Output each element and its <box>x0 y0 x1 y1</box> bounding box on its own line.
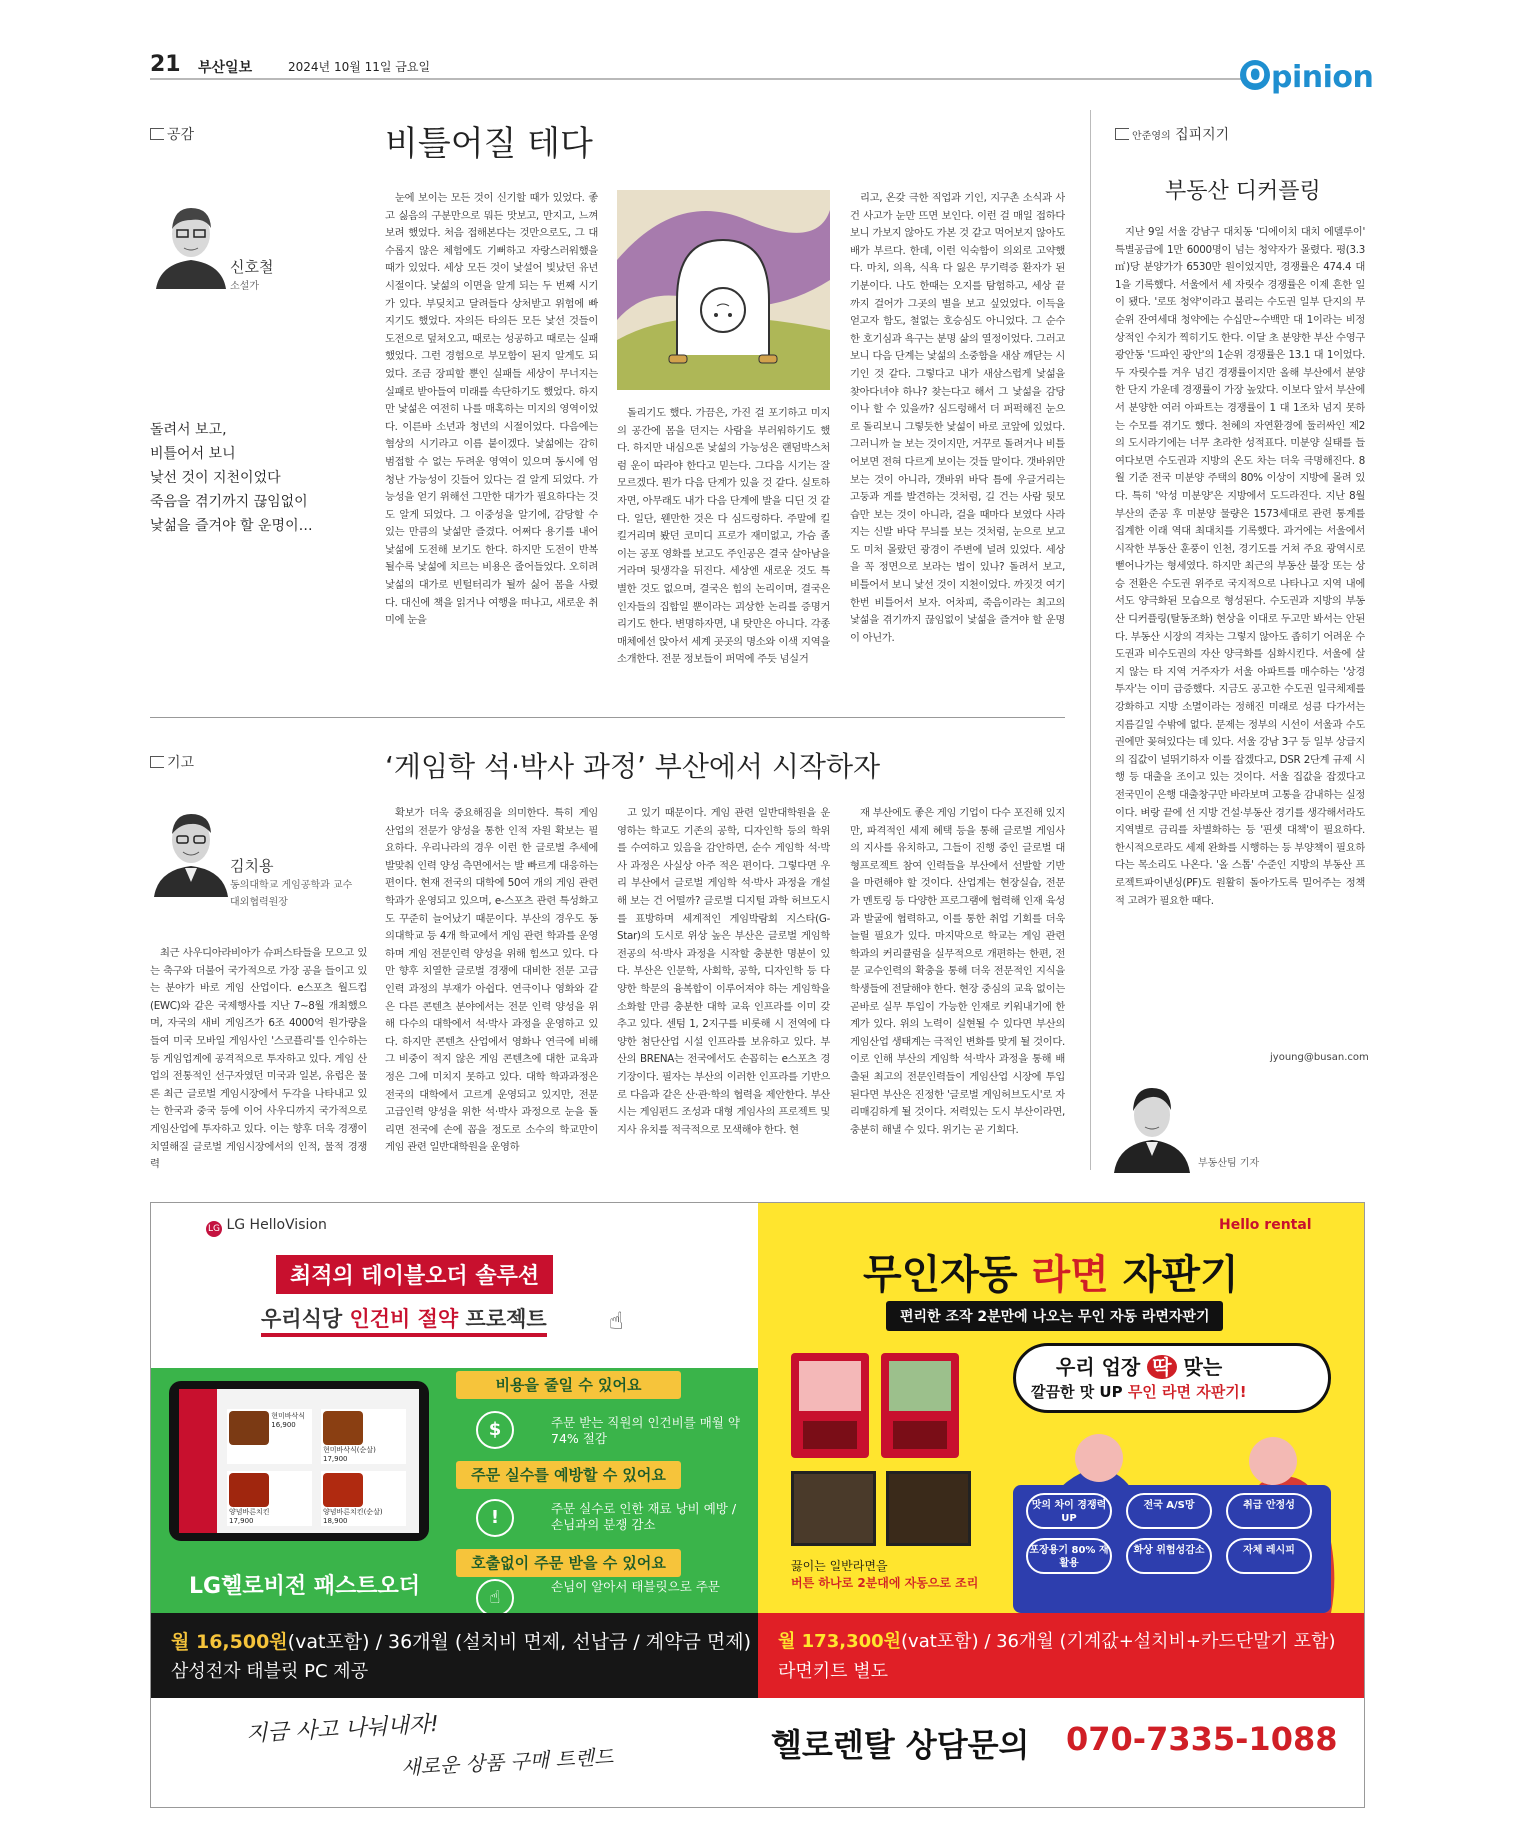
column-author-title: 부동산팀 기자 <box>1198 1158 1260 1169</box>
feature-desc-cost: 주문 받는 직원의 인건비를 매월 약 74% 절감 <box>551 1415 740 1446</box>
badge-recycle: 포장용기 80% 재활용 <box>1026 1538 1112 1574</box>
bubble-line2: 깔끔한 맛 UP 무인 라면 자판기! <box>1031 1383 1247 1401</box>
opinion-section-logo <box>1240 60 1373 95</box>
article2-column-1: 확보가 더욱 중요해짐을 의미한다. 특히 게임 산업의 전문가 양성을 통한 인적 자원 확보는 필요하다. 우리나라의 경우 이런 한 글로벌 추세에 발맞춰 인력 양성 측면에서는 발 빠르게 대응하는 편이다. 현재 전국의 대학에 50여 개의 게임 관련 학과가 운영되고 있으며, e-스포츠 관련 특성화고도 꾸준히 늘어났기 때문이다. 부산의 경우도 동의대학교 등 4개 학교에서 게임 관련 학과를 운영하며 게임 전문인력 양성을 위해 힘쓰고 있다. 다만 향후 치열한 글로벌 경쟁에 대비한 전문 고급인력 과정의 부재가 아쉽다. 연극이나 영화와 같은 다른 콘텐츠 분야에서는 전문 인력 양성을 위해 다수의 대학에서 석·박사 과정을 운영하고 있다. 하지만 콘텐츠 산업에서 영화나 연극에 비해 그 비중이 적지 않은 게임 콘텐츠에 대한 교육과정은 그에 미치지 못하고 있다. 대학 학과과정은 전국의 대학에서 고르게 운영되고 있지만, 전문 고급인력 양성을 위한 석·박사 과정으로 눈을 돌리면 전국에 손에 꼽을 정도로 소수의 학교만이 게임 관련 일반대학원을 운영하 <box>385 807 598 1154</box>
right-price-line2: 라면키트 별도 <box>778 1661 889 1682</box>
lg-hellovision-logo: LG LG HelloVision <box>206 1217 327 1237</box>
ad-left-title: 최적의 테이블오더 솔루션 <box>276 1255 553 1294</box>
ad-left-subtitle: 우리식당 인건비 절약 프로젝트 <box>261 1303 547 1337</box>
left-price-line2: 삼성전자 태블릿 PC 제공 <box>171 1661 369 1682</box>
right-price: 월 173,300원(vat포함) / 36개월 (기계값+설치비+카드단말기 포함) <box>778 1631 1336 1652</box>
handwriting-line1: 지금 사고 나눠내자! <box>245 1711 440 1748</box>
article1-author-title: 소설가 <box>230 281 259 292</box>
feature-desc-mistake: 주문 실수로 인한 재료 낭비 예방 / 손님과의 분쟁 감소 <box>551 1501 737 1532</box>
article1-author-name: 신호철 <box>230 258 274 276</box>
tablet-screen <box>179 1389 419 1533</box>
ramen-bowl-image <box>791 1471 876 1546</box>
ad-price-bar <box>151 1613 1365 1698</box>
warning-icon: ! <box>476 1499 514 1537</box>
section-tag-contribution: 기고 <box>150 752 194 772</box>
masthead-rule <box>150 78 1245 80</box>
lg-logo-icon: LG <box>206 1221 222 1237</box>
article1-column-2: 돌리기도 했다. 가끔은, 가진 걸 포기하고 미지의 공간에 몸을 던지는 사람을 부러워하기도 했다. 하지만 내심으론 낯섦의 가능성은 랜덤박스처럼 운이 따라야 한다고 믿는다. 그다음 시기는 잘 모르겠다. 뭔가 다음 단계가 있을 것 같다. 실토하자면, 아무래도 내가 다음 단계에 발을 디딘 것 같다. 일단, 웬만한 것은 다 심드렁하다. 주말에 킬킬거리며 봤던 코미디 프로가 재미없고, 가슴 졸이는 공포 영화를 보고도 주인공은 결국 살아남을 거라며 뒷생각을 뒤진다. 세상엔 새로운 것도 특별한 것도 없으며, 결국은 힘의 논리이며, 결국은 인자들의 집합일 뿐이라는 괴상한 논리를 증명거리기도 한다. 변명하자면, 내 탓만은 아니다. 각종 매체에선 앉아서 세계 곳곳의 명소와 이색 지역을 소개한다. 전문 정보들이 퍼먹에 주듯 넘실거 <box>617 407 830 666</box>
badge-safety: 취급 안정성 <box>1226 1493 1312 1529</box>
author-photo-shin <box>150 194 232 289</box>
book-icon <box>150 756 164 768</box>
column-headline: 부동산 디커플링 <box>1165 179 1321 204</box>
article-divider <box>150 717 1065 718</box>
column-email: jyoung@busan.com <box>1270 1052 1369 1063</box>
badge-burn: 화상 위험성감소 <box>1126 1538 1212 1574</box>
feature-title-call: 호출없이 주문 받을 수 있어요 <box>456 1549 681 1577</box>
chicken-image <box>229 1473 269 1507</box>
article2-headline: ‘게임학 석·박사 과정’ 부산에서 시작하자 <box>385 750 881 783</box>
opinion-logo-text: pinion <box>1271 60 1374 95</box>
book-icon <box>150 128 164 140</box>
article2-column-0: 최근 사우디아라비아가 슈퍼스타들을 모으고 있는 축구와 더불어 국가적으로 가장 공을 들이고 있는 분야가 바로 게임 산업이다. e스포츠 월드컵(EWC)와 같은 국제행사를 지난 7~8월 개최했으며, 자국의 새비 게임즈가 6조 4000억 원가량을 들여 미국 모바일 게임사인 '스코플리'를 인수하는 등 게임업계에 공격적으로 투자하고 있다. 게임 산업의 전통적인 선구자였던 미국과 일본, 유럽은 물론 최근 글로벌 게임시장에서 두각을 나타내고 있는 한국과 중국 등에 이어 사우디까지 국가적으로 게임산업에 투자하고 있다. 이는 향후 더욱 경쟁이 치열해질 글로벌 게임시장에서의 인적, 물적 경쟁력 <box>150 947 367 1171</box>
section-tag-empathy: 공감 <box>150 124 194 144</box>
tablet-sidebar <box>179 1389 217 1533</box>
author-photo-ahn <box>1112 1078 1192 1173</box>
handwriting-line2: 새로운 상품 구매 트렌드 <box>400 1744 614 1780</box>
advertisement <box>150 1202 1365 1808</box>
chicken-image <box>323 1411 363 1445</box>
menu-card: 양념바른치킨 17,900 <box>227 1471 312 1526</box>
author-portrait-icon <box>150 194 232 289</box>
pointing-hand-icon: ☝ <box>609 1307 624 1335</box>
author-portrait-icon <box>1112 1078 1192 1173</box>
bending-figure-illustration <box>617 190 830 390</box>
left-price: 월 16,500원(vat포함) / 36개월 (설치비 면제, 선납금 / 계약금 면제) <box>171 1631 751 1653</box>
article1-illustration <box>617 190 830 390</box>
book-icon <box>1115 128 1129 140</box>
feature-desc-call: 손님이 알아서 태블릿으로 주문 <box>551 1579 720 1594</box>
feature-title-mistake: 주문 실수를 예방할 수 있어요 <box>456 1461 681 1489</box>
money-saving-icon: $ <box>476 1411 514 1449</box>
contact-label: 헬로렌탈 상담문의 <box>771 1726 1030 1764</box>
section-tag-column: 안준영의 집피지기 <box>1115 124 1229 144</box>
ramen-bowl-image <box>886 1471 971 1546</box>
vending-machine-image <box>791 1353 869 1458</box>
feature-title-cost: 비용을 줄일 수 있어요 <box>456 1371 681 1399</box>
badge-as: 전국 A/S망 <box>1126 1493 1212 1529</box>
article2-column-3: 재 부산에도 좋은 게임 기업이 다수 포진해 있지만, 파격적인 세제 혜택 등을 통해 글로벌 게임사의 지사를 유치하고, 그들이 진행 중인 글로벌 대형프로젝트 참여 인력들을 부산에서 선발할 기반을 마련해야 할 것이다. 산업계는 현장실습, 전문가 멘토링 등 다양한 프로그램에 협력해 인재 육성과 발굴에 협력하고, 이를 통한 취업 기회를 더욱 늘릴 필요가 있다. 마지막으로 학교는 게임 관련 학과의 커리큘럼을 실무적으로 개편하는 한편, 전문 교수인력의 확충을 통해 더욱 전문적인 지식을 학생들에 전달해야 한다. 현장 중심의 교육 없이는 곧바로 실무 투입이 가능한 인재로 키워내기에 한계가 있다. 위의 노력이 실현될 수 있다면 부산의 게임산업 생태계는 극적인 변화를 맞게 될 것이다. 이로 인해 부산의 게임학 석·박사 과정을 통해 배출된 최고의 전문인력들이 게임산업 시장에 투입된다면 부산은 진정한 '글로벌 게임허브도시'로 자리매김하게 될 것이다. 저력있는 도시 부산이라면, 충분히 해낼 수 있다. 위기는 곧 기회다. <box>850 807 1065 1136</box>
menu-card: 양념바른치킨(순살) 18,900 <box>321 1471 406 1526</box>
vending-machine-image <box>881 1353 959 1458</box>
tablet-device <box>169 1381 429 1541</box>
menu-card: 현미바삭식(순살) 17,900 <box>321 1409 406 1464</box>
author-photo-kim <box>150 802 232 897</box>
ad-bottom <box>151 1698 1365 1808</box>
column-divider <box>1090 110 1091 1170</box>
article2-author-title: 동의대학교 게임공학과 교수 대외협력원장 <box>230 880 353 908</box>
product-name: LG헬로비전 패스트오더 <box>189 1574 421 1599</box>
ad-right-subtitle: 편리한 조작 2분만에 나오는 무인 자동 라면자판기 <box>886 1301 1223 1331</box>
opinion-logo-mark: O <box>1240 60 1270 90</box>
cooking-line1: 끓이는 일반라면을 <box>791 1559 888 1573</box>
cooking-line2: 버튼 하나로 2분대에 자동으로 조리 <box>791 1576 979 1590</box>
ad-price-right <box>758 1613 1365 1698</box>
menu-card: 현미바삭식 16,900 <box>227 1409 312 1464</box>
paper-name: 부산일보 <box>198 60 253 76</box>
article1-headline: 비틀어질 테다 <box>385 124 593 164</box>
ad-right-title: 무인자동 라면 자판기 <box>863 1252 1239 1298</box>
article1-pullquote: 돌려서 보고, 비틀어서 보니 낯선 것이 지천이었다 죽음을 겪기까지 끊임없이 낯섦을 즐겨야 할 운명이… <box>150 422 313 534</box>
hello-rental-logo: Hello rental <box>1219 1217 1312 1233</box>
tablet-touch-icon: ☝ <box>476 1579 514 1617</box>
article2-author-name: 김치용 <box>230 857 274 875</box>
badge-taste: 맛의 차이 경쟁력UP <box>1026 1493 1112 1529</box>
chicken-image <box>229 1411 269 1445</box>
page-number: 21 <box>150 52 181 77</box>
article1-column-1: 눈에 보이는 모든 것이 신기할 때가 있었다. 좋고 싫음의 구분만으로 뭐든 맛보고, 만지고, 느껴보려 했었다. 처음 접해본다는 것만으로도, 그 대수롭지 않은 체험에도 기뻐하고 자랑스러워했을 때가 있었다. 세상 모든 것이 낯설어 빛났던 유년 시절이다. 낯섦의 이면을 알게 되는 두 번째 시기가 있다. 부딪치고 달려들다 상처받고 위험에 빠지기도 했었다. 자의든 타의든 모든 낯선 것들이 도전으로 덮쳐오고, 때로는 성공하고 때로는 실패했었다. 그런 경험으로 부모함이 된지 알게도 되었다. 조금 장피할 뿐인 실패들 세상이 무너지는 실패로 받아들여 미래를 속단하기도 했었다. 하지만 낯섦은 여전히 나를 매혹하는 미지의 영역이었다. 이른바 소년과 청년의 시절이었다. 다음에는 혐상의 시기라고 이름 붙이겠다. 낯섦에는 감히 범접할 수 없는 두려운 영역이 있으며 동시에 엄청난 가능성이 깃들어 있다는 걸 알게 되었다. 가능성을 얻기 위해선 그만한 대가가 필요하다는 것도 알게 되었다. 그 이중성을 알기에, 감당할 수 있는 만큼의 낯섦만 즐겼다. 어쩌다 용기를 내어 낯섦에 도전해 보기도 한다. 하지만 도전이 반복될수록 낯섦에 치르는 비용은 줄어들었다. 오히려 낯섦의 대가로 빈털터리가 될까 싫어 몸을 사렸다. 대신에 책을 읽거나 여행을 떠나고, 새로운 취미에 눈을 <box>385 192 598 627</box>
chicken-image <box>323 1473 363 1507</box>
contact-phone: 070-7335-1088 <box>1066 1720 1338 1758</box>
paper-date: 2024년 10월 11일 금요일 <box>288 60 431 74</box>
bubble-line1: 우리 업장 딱 맞는 <box>1056 1355 1223 1379</box>
author-portrait-icon <box>150 802 232 897</box>
article1-column-3: 리고, 온갖 극한 직업과 기인, 지구촌 소식과 사건 사고가 눈만 뜨면 보인다. 이런 걸 매일 접하다 보니 가보지 않아도 가본 것 같고 먹어보지 않아도 배가 부르다. 한데, 이런 익숙함이 의외로 고약했다. 마치, 의욕, 식욕 다 잃은 무기력증 환자가 된 기분이다. 나도 한때는 오지를 탐험하고, 세상 끝까지 걸어가 그곳의 별을 보고 싶었었다. 이득을 얻고자 함도, 철없는 호승심도 아니었다. 그 순수한 호기심과 욕구는 분명 삶의 열정이었다. 그러고 보니 다음 단계는 낯섦의 소중함을 새삼 깨닫는 시기인 것 같다. 그렇다고 내가 새삼스럽게 낯섦을 찾아다녀야 하나? 찾는다고 해서 그 낯섦을 감당이나 할 수 있을까? 심드렁해서 더 퍼퍽해진 눈으로 돌리보니 그렇듯한 낯섦이 바로 코앞에 있었다. 그러니까 늘 보는 것이지만, 거꾸로 돌려거나 비틀어보면 전혀 다르게 보이는 것들 말이다. 갯바위만 보는 것이 아니라, 갯바위 바닥 틈에 우글거리는 고둥과 게를 발견하는 것처럼, 길 건는 사람 뒷모습만 보는 것이 아니라, 걸을 때마다 보였다 사라지는 신발 바닥 무늬를 보는 것처럼, 눈으로 보고도 미처 몰랐던 광경이 주변에 널려 있었다. 세상을 꼭 정면으로 보라는 법이 있나? 돌려서 보고, 비틀어서 보니 낯선 것이 지천이었다. 까짓것 여기 한번 비틀어서 보자. 어차피, 죽음이라는 최고의 낯섦을 겪기까지 끊임없이 낯섦을 즐겨야 할 운명이 아닌가. <box>850 192 1065 644</box>
article2-column-2: 고 있기 때문이다. 게임 관련 일반대학원을 운영하는 학교도 기존의 공학, 디자인학 등의 학위를 수여하고 있음을 감안하면, 순수 게임학 석·박사 과정은 사실상 아주 적은 편이다. 그렇다면 우리 부산에서 글로벌 게임학 석·박사 과정을 개설해 보는 건 어떨까? 글로벌 디지털 과학 허브도시를 표방하며 세계적인 게임박람회 지스타(G-Star)의 도시로 위상 높은 부산은 글로벌 게임학 전공의 석·박사 과정을 시작할 충분한 명분이 있다. 부산은 인문학, 사회학, 공학, 디자인학 등 다양한 학문의 융복합이 이루어져야 하는 게임학을 소화할 만큼 충분한 대학 교육 인프라를 이미 갖추고 있다. 센텀 1, 2지구를 비롯해 시 전역에 다양한 첨단산업 시설 인프라를 보유하고 있다. 부산의 BRENA는 전국에서도 손꼽히는 e스포츠 경기장이다. 필자는 부산의 이러한 인프라를 기반으로 다음과 같은 산·관·학의 협력을 제안한다. 부산시는 게임펀드 조성과 대형 게임사의 프로젝트 및 지사 유치를 적극적으로 모색해야 한다. 현 <box>617 807 830 1136</box>
ad-price-left <box>151 1613 758 1698</box>
badge-recipe: 자체 레시피 <box>1226 1538 1312 1574</box>
column-body: 지난 9일 서울 강남구 대치동 '디에이치 대치 에델루이' 특별공급에 1만 6000명이 넘는 청약자가 몰렸다. 평(3.3㎡)당 분양가가 6530만 원이었지만, 경쟁률은 474.4 대 1을 기록했다. 서울에서 세 자릿수 경쟁률은 이제 흔한 일이 됐다. '로또 청약'이라고 불리는 수도권 일부 단지의 무순위 잔여세대 청약에는 수십만~수백만 대 1이라는 비정상적인 수치가 찍히기도 한다. 이달 초 분양한 부산 수영구 광안동 '드파인 광안'의 1순위 경쟁률은 13.1 대 1이었다. 두 자릿수를 겨우 넘긴 경쟁률이지만 올해 부산에서 분양한 단지 가운데 경쟁률이 가장 높았다. 이보다 앞서 부산에서 분양한 여러 아파트는 경쟁률이 1 대 1조차 넘지 못하는 수모를 겪기도 했다. 천혜의 자연환경에 둘러싸인 제2의 도시라기에는 너무 초라한 성적표다. 미분양 실태를 들여다보면 수도권과 지방의 온도 차는 더욱 극명해진다. 8월 기준 전국 미분양 주택의 80% 이상이 지방에 몰려 있다. 특히 '악성 미분양'은 지방에서 도드라진다. 지난 8월 부산의 준공 후 미분양 물량은 1573세대로 관련 통계를 집계한 이래 역대 최대치를 기록했다. 과거에는 서울에서 시작한 부동산 훈풍이 인천, 경기도를 거쳐 주요 광역시로 뻗어나가는 형세였다. 하지만 최근의 부동산 불장 또는 상승 전환은 수도권 위주로 국지적으로 나타나고 지역 내에서도 양극화된 모습으로 형성된다. 수도권과 지방의 부동산 디커플링(탈동조화) 현상을 이대로 두고만 봐서는 안된다. 부동산 시장의 격차는 그렇지 않아도 좁히기 어려운 수도권과 비수도권의 자산 양극화를 심화시킨다. 서울에 살지 않는 타 지역 거주자가 서울 아파트를 매수하는 '상경 투자'는 이미 급증했다. 지금도 공고한 수도권 일극체제를 강화하고 지방 소멸이라는 정해진 미래로 성큼 다가서는 지름길일 수밖에 없다. 문제는 정부의 시선이 서울과 수도권에만 꽂혀있다는 데 있다. 서울 강남 3구 등 일부 상급지의 집값이 널뛰기하자 이를 잡겠다고, DSR 2단계 규제 시행 등 대출을 조이고 있는 것이다. 서울 집값을 잡겠다고 전국민이 은행 대출창구만 바라보며 고통을 감내하는 실정이다. 벼랑 끝에 선 지방 건설·부동산 경기를 생각해서라도 지역별로 금리를 차별화하는 등 '핀셋 대책'이 필요하다. 한시적으로라도 세제 완화를 시행하는 등 부양책이 필요하다는 목소리도 나온다. '올 스톱' 수준인 지방의 부동산 프로젝트파이낸싱(PF)도 원활히 돌아가도록 밀어주는 정책적 고려가 필요한 때다. <box>1115 226 1365 907</box>
